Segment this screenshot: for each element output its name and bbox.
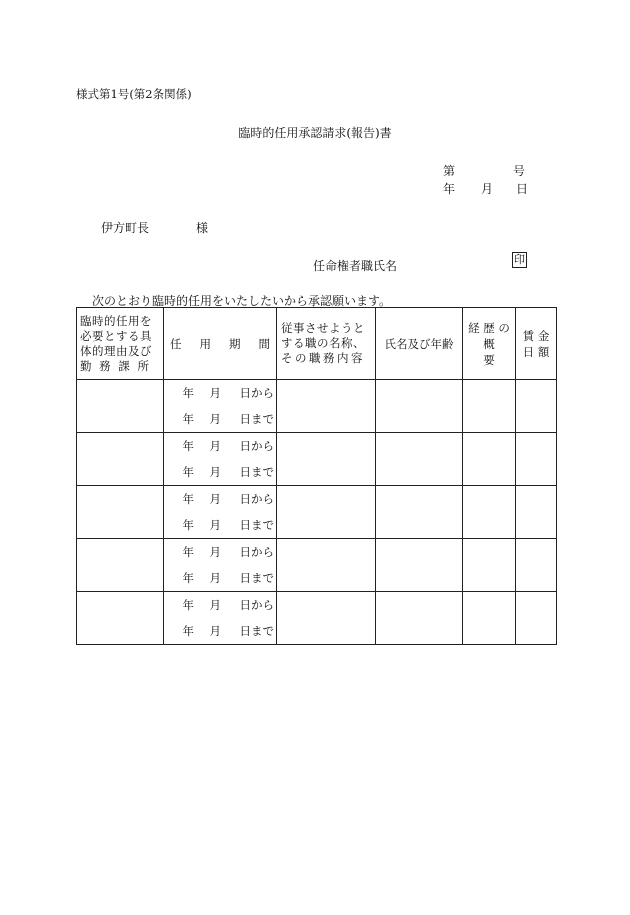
period-from-y: 年 bbox=[182, 439, 194, 453]
period-to-y: 年 bbox=[182, 518, 194, 532]
name-age-cell[interactable] bbox=[376, 539, 463, 592]
period-to-line bbox=[164, 565, 276, 591]
reason-cell[interactable] bbox=[77, 539, 164, 592]
seal-mark: 印 bbox=[514, 253, 525, 266]
authority-name-label: 任命権者職氏名 bbox=[313, 259, 398, 273]
period-from-d: 日から bbox=[239, 439, 274, 453]
header-wage: 賃 金 日 額 bbox=[516, 308, 557, 380]
period-from-m: 月 bbox=[209, 598, 221, 612]
period-from-y: 年 bbox=[182, 598, 194, 612]
wage-cell[interactable] bbox=[516, 380, 557, 433]
period-from-y: 年 bbox=[182, 386, 194, 400]
period-from-line bbox=[164, 539, 276, 565]
period-to-d: 日まで bbox=[239, 518, 274, 532]
period-to-m: 月 bbox=[209, 571, 221, 585]
period-to-d: 日まで bbox=[239, 465, 274, 479]
period-from-m: 月 bbox=[209, 545, 221, 559]
period-from-y: 年 bbox=[182, 545, 194, 559]
period-to-line bbox=[164, 618, 276, 644]
table-row bbox=[77, 539, 557, 592]
date-month-label: 月 bbox=[481, 182, 494, 196]
wage-cell[interactable] bbox=[516, 539, 557, 592]
period-from-d: 日から bbox=[239, 492, 274, 506]
duties-cell[interactable] bbox=[277, 486, 376, 539]
document-number-prefix: 第 bbox=[443, 164, 456, 178]
period-to-m: 月 bbox=[209, 465, 221, 479]
document-title: 臨時的任用承認請求(報告)書 bbox=[238, 126, 392, 140]
duties-cell[interactable] bbox=[277, 380, 376, 433]
period-to-m: 月 bbox=[209, 518, 221, 532]
table-row bbox=[77, 380, 557, 433]
table-row bbox=[77, 486, 557, 539]
period-from-d: 日から bbox=[239, 598, 274, 612]
header-reason: 臨時的任用を 必要とする具 体的理由及び 勤 務 課 所 bbox=[77, 308, 164, 380]
appointment-table bbox=[76, 307, 557, 645]
header-period: 任 用 期 間 bbox=[164, 308, 277, 380]
period-from-m: 月 bbox=[209, 492, 221, 506]
table-row bbox=[77, 592, 557, 645]
form-number-label: 様式第1号(第2条関係) bbox=[76, 87, 192, 101]
honorific: 様 bbox=[196, 221, 209, 235]
period-to-y: 年 bbox=[182, 571, 194, 585]
name-age-cell[interactable] bbox=[376, 433, 463, 486]
reason-cell[interactable] bbox=[77, 592, 164, 645]
period-to-d: 日まで bbox=[239, 571, 274, 585]
date-year-label: 年 bbox=[443, 182, 456, 196]
request-statement: 次のとおり臨時的任用をいたしたいから承認願います。 bbox=[92, 294, 392, 308]
career-cell[interactable] bbox=[463, 592, 516, 645]
period-from-m: 月 bbox=[209, 439, 221, 453]
period-cell bbox=[164, 486, 277, 539]
period-from-m: 月 bbox=[209, 386, 221, 400]
career-cell[interactable] bbox=[463, 486, 516, 539]
reason-cell[interactable] bbox=[77, 486, 164, 539]
period-cell bbox=[164, 592, 277, 645]
duties-cell[interactable] bbox=[277, 433, 376, 486]
name-age-cell[interactable] bbox=[376, 380, 463, 433]
period-to-y: 年 bbox=[182, 412, 194, 426]
period-from-line bbox=[164, 486, 276, 512]
name-age-cell[interactable] bbox=[376, 592, 463, 645]
wage-cell[interactable] bbox=[516, 592, 557, 645]
table-header-row bbox=[77, 308, 557, 380]
period-to-y: 年 bbox=[182, 624, 194, 638]
period-from-line bbox=[164, 380, 276, 406]
name-age-cell[interactable] bbox=[376, 486, 463, 539]
period-to-d: 日まで bbox=[239, 624, 274, 638]
period-to-d: 日まで bbox=[239, 412, 274, 426]
duties-cell[interactable] bbox=[277, 592, 376, 645]
period-cell bbox=[164, 539, 277, 592]
period-from-d: 日から bbox=[239, 545, 274, 559]
header-duties: 従事させようと する職の名称、 その職務内容 bbox=[277, 308, 376, 380]
period-from-line bbox=[164, 592, 276, 618]
header-career: 経 歴 の 概 要 bbox=[463, 308, 516, 380]
document-number-suffix: 号 bbox=[513, 164, 526, 178]
period-from-line bbox=[164, 433, 276, 459]
period-from-d: 日から bbox=[239, 386, 274, 400]
period-to-line bbox=[164, 406, 276, 432]
period-to-m: 月 bbox=[209, 412, 221, 426]
career-cell[interactable] bbox=[463, 539, 516, 592]
career-cell[interactable] bbox=[463, 433, 516, 486]
addressee: 伊方町長 bbox=[101, 221, 150, 235]
date-day-label: 日 bbox=[516, 182, 529, 196]
period-to-y: 年 bbox=[182, 465, 194, 479]
career-cell[interactable] bbox=[463, 380, 516, 433]
reason-cell[interactable] bbox=[77, 433, 164, 486]
reason-cell[interactable] bbox=[77, 380, 164, 433]
duties-cell[interactable] bbox=[277, 539, 376, 592]
table-row bbox=[77, 433, 557, 486]
wage-cell[interactable] bbox=[516, 486, 557, 539]
period-cell bbox=[164, 433, 277, 486]
period-from-y: 年 bbox=[182, 492, 194, 506]
period-to-m: 月 bbox=[209, 624, 221, 638]
header-name-age: 氏名及び年齢 bbox=[376, 308, 463, 380]
period-to-line bbox=[164, 459, 276, 485]
period-cell bbox=[164, 380, 277, 433]
wage-cell[interactable] bbox=[516, 433, 557, 486]
period-to-line bbox=[164, 512, 276, 538]
